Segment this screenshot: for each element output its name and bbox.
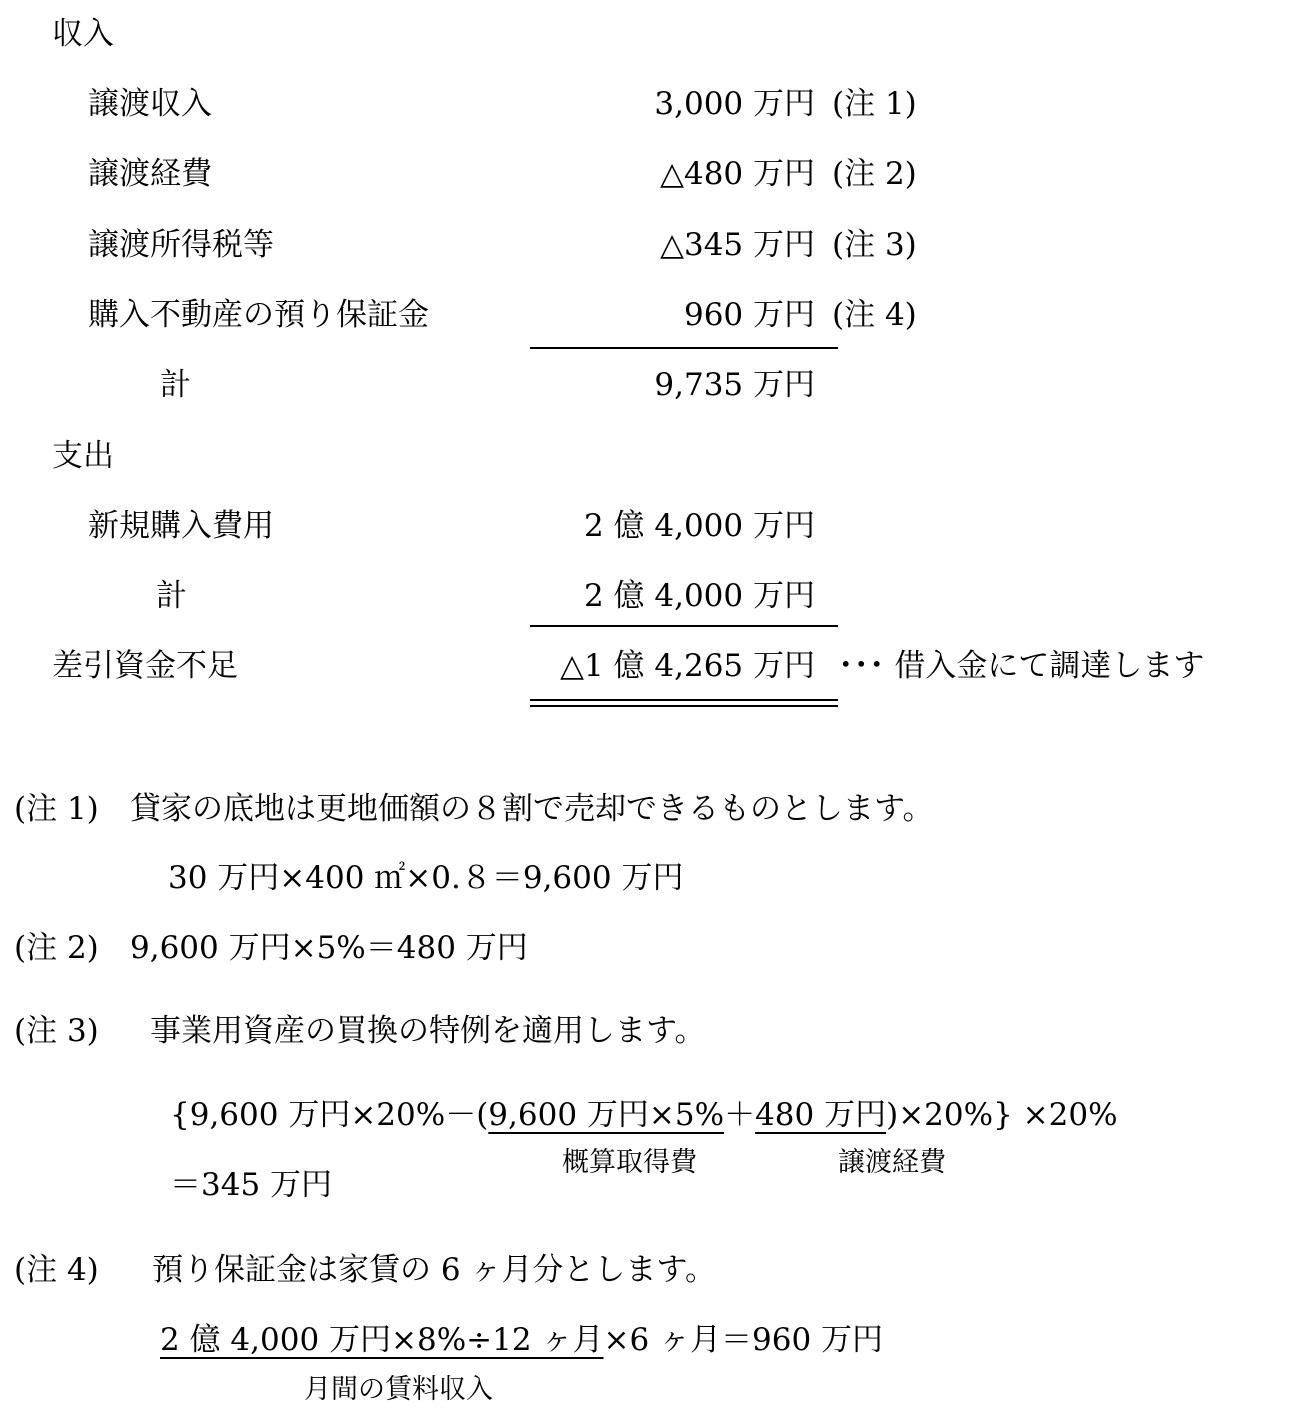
income-row-note: (注 2) — [832, 156, 917, 192]
income-row-note: (注 4) — [832, 297, 917, 333]
income-row-note: (注 1) — [832, 86, 917, 122]
note3-formula-part: )×20%} ×20% — [886, 1097, 1118, 1133]
income-total-label: 計 — [160, 367, 191, 403]
note2-tag: (注 2) — [14, 930, 99, 966]
income-row-amount: △480 万円 — [660, 156, 815, 192]
note4-tag: (注 4) — [14, 1252, 99, 1288]
income-row-amount: 3,000 万円 — [654, 86, 815, 122]
note3-text: 事業用資産の買換の特例を適用します。 — [150, 1013, 706, 1049]
expense-heading: 支出 — [52, 438, 114, 474]
income-heading: 収入 — [52, 16, 114, 52]
expense-total-amount: 2 億 4,000 万円 — [583, 578, 815, 614]
note3-label-acquisition-cost: 概算取得費 — [562, 1147, 697, 1178]
note3-formula-part: ＋ — [724, 1097, 756, 1133]
income-total-amount: 9,735 万円 — [654, 367, 815, 403]
expense-total-label: 計 — [156, 578, 187, 614]
balance-double-rule-bottom — [530, 705, 838, 707]
income-row-label: 購入不動産の預り保証金 — [88, 297, 429, 333]
note3-formula-transfer-expense: 480 万円 — [755, 1097, 887, 1133]
note1-tag: (注 1) — [14, 791, 99, 827]
income-row-label: 譲渡所得税等 — [88, 227, 274, 263]
note3-result: ＝345 万円 — [170, 1167, 333, 1203]
income-row-note: (注 3) — [832, 227, 917, 263]
balance-comment: ･･･ 借入金にて調達します — [838, 648, 1205, 684]
note4-formula — [160, 1320, 883, 1360]
note4-text: 預り保証金は家賃の 6 ヶ月分とします。 — [152, 1252, 716, 1288]
note1-text: 貸家の底地は更地価額の８割で売却できるものとします。 — [130, 791, 934, 827]
income-row-amount: △345 万円 — [660, 227, 815, 263]
income-row-amount: 960 万円 — [683, 297, 815, 333]
note3-formula-acquisition-cost: 9,600 万円×5% — [488, 1097, 725, 1133]
expense-subtotal-rule — [530, 625, 838, 627]
note4-formula-monthly-rent: 2 億 4,000 万円×8%÷12 ヶ月 — [160, 1322, 604, 1358]
balance-label: 差引資金不足 — [52, 648, 238, 684]
income-row-label: 譲渡収入 — [88, 86, 212, 122]
note2-formula: 9,600 万円×5%＝480 万円 — [130, 930, 528, 966]
note3-tag: (注 3) — [14, 1013, 99, 1049]
note3-formula-part: {9,600 万円×20%－( — [170, 1097, 489, 1133]
expense-row-label: 新規購入費用 — [88, 508, 274, 544]
income-row-label: 譲渡経費 — [88, 156, 212, 192]
note3-label-transfer-expense: 譲渡経費 — [838, 1147, 946, 1178]
balance-amount: △1 億 4,265 万円 — [560, 648, 815, 684]
balance-double-rule-top — [530, 699, 838, 701]
expense-row-amount: 2 億 4,000 万円 — [583, 508, 815, 544]
note4-label-monthly-rent: 月間の賃料収入 — [304, 1374, 493, 1405]
note3-formula — [170, 1095, 1118, 1135]
income-subtotal-rule — [530, 347, 838, 349]
note1-formula: 30 万円×400 ㎡×0.８＝9,600 万円 — [168, 860, 684, 896]
note4-formula-part: ×6 ヶ月＝960 万円 — [603, 1322, 884, 1358]
